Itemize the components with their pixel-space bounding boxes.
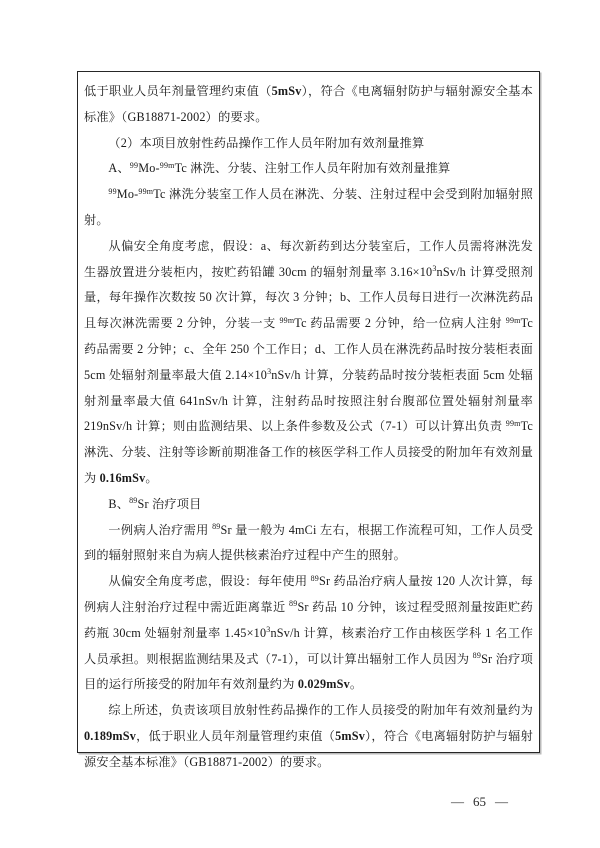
text-run: Tc 药品需要 2 分钟；c、全年 250 个工作日；d、工作人员在淋洗药品时按分装柜表面 5cm 处辐射剂量率最大值 2.14×10 [84, 316, 533, 382]
document-text [84, 79, 533, 776]
isotope-superscript: 89 [310, 573, 319, 583]
text-run: B、 [108, 496, 130, 511]
isotope-superscript: 89 [289, 599, 298, 609]
page-number: 65 [473, 794, 486, 809]
footer-dash-right: — [495, 794, 508, 809]
text-run: Sr 药品治疗病人量按 120 人次计算，每例病人注射治疗过程中需近距离靠近 [84, 574, 533, 614]
paragraph [84, 156, 533, 182]
isotope-superscript: 99m [159, 160, 175, 170]
text-run: ，低于职业人员年剂量管理约束值（ [136, 728, 336, 743]
isotope-superscript: 99m [279, 315, 295, 325]
text-run: Tc 淋洗分装室工作人员在淋洗、分装、注射过程中会受到附加辐射照射。 [84, 187, 533, 227]
bold-value: 0.029mSv [297, 677, 350, 692]
text-run: 一例病人治疗需用 [108, 522, 213, 537]
paragraph [84, 131, 533, 157]
text-run: Sr 治疗项目 [137, 496, 202, 511]
paragraph [84, 698, 533, 775]
text-run: Tc 药品需要 2 分钟，给一位病人注射 [294, 316, 506, 331]
text-run: ），符合《电离辐射防护与辐射源安全基本标准》（GB18871-2002）的要求。 [84, 728, 534, 769]
isotope-superscript: 99m [505, 418, 521, 428]
paragraph [84, 492, 533, 518]
text-run: Sr 治疗项目的运行所接受的附加年有效剂量约为 [84, 651, 533, 692]
isotope-superscript: 99m [138, 186, 154, 196]
footer-dash-left: — [451, 794, 464, 809]
bold-value: 5mSv [271, 84, 302, 98]
isotope-superscript: 89 [472, 651, 482, 661]
text-run: Mo- [116, 187, 139, 202]
text-run: Tc 淋洗、分装、注射工作人员年附加有效剂量推算 [174, 161, 451, 176]
paragraph [84, 79, 533, 131]
paragraph [84, 518, 533, 570]
isotope-superscript: 3 [267, 367, 272, 377]
isotope-superscript: 3 [266, 625, 271, 635]
text-run: A、 [108, 161, 130, 176]
text-run: 综上所述，负责该项目放射性药品操作的工作人员接受的附加年有效剂量约为 [108, 703, 533, 718]
text-run: 从偏安全角度考虑，假设：每年使用 [108, 574, 311, 589]
bold-value: 5mSv [335, 728, 365, 743]
bold-value: 0.189mSv [84, 728, 137, 743]
bold-value: 0.16mSv [99, 470, 146, 485]
text-run: nSv/h 计算，分装药品时按分装柜表面 5cm 处辐射剂量率最大值 641nSv/h 计算，注射药品时按照注射台腹部位置处辐射剂量率 219nSv/h 计算；则由监测结果、以上条件参数及公式（7-1）可以计算出负责 [84, 367, 534, 434]
text-run: nSv/h 计算受照剂量，每年操作次数按 50 次计算，每次 3 分钟；b、工作人员每日进行一次淋洗药品且每次淋洗需要 2 分钟，分装一支 [84, 264, 533, 331]
isotope-superscript: 3 [432, 264, 437, 274]
text-run: Tc 淋洗、分装、注射等诊断前期准备工作的核医学科工作人员接受的附加年有效剂量为 [84, 419, 533, 485]
content-frame [77, 71, 540, 769]
isotope-superscript: 99m [505, 315, 521, 325]
isotope-superscript: 99 [129, 160, 139, 170]
text-run: ），符合《电离辐射防护与辐射源安全基本标准》（GB18871-2002）的要求。 [84, 84, 533, 124]
text-run: 低于职业人员年剂量管理约束值（ [84, 84, 272, 98]
isotope-superscript: 89 [212, 522, 221, 532]
text-run: Sr 药品 10 分钟，该过程受照剂量按距贮药药瓶 30cm 处辐射剂量率 1.45×10 [84, 599, 533, 640]
paragraph [84, 234, 533, 492]
text-run: Mo- [138, 161, 160, 176]
text-run: 。 [349, 677, 363, 692]
isotope-superscript: 89 [129, 496, 138, 506]
text-run: 从偏安全角度考虑，假设：a、每次新药到达分装室后，工作人员需将淋洗发生器放置进分装柜内，按贮药铅罐 30cm 的辐射剂量率 3.16×10 [84, 238, 533, 279]
text-run: 。 [145, 470, 158, 485]
paragraph [84, 569, 533, 698]
isotope-superscript: 99 [108, 186, 117, 196]
text-run: nSv/h 计算，核素治疗工作由核医学科 1 名工作人员承担。则根据监测结果及式（7-1），可以计算出辐射工作人员因为 [84, 625, 533, 666]
paragraph [84, 182, 533, 234]
page-footer [451, 794, 508, 810]
text-run: （2）本项目放射性药品操作工作人员年附加有效剂量推算 [108, 135, 425, 150]
text-run: Sr 量一般为 4mCi 左右，根据工作流程可知，工作人员受到的辐射照射来自为病人提供核素治疗过程中产生的照射。 [84, 522, 533, 563]
